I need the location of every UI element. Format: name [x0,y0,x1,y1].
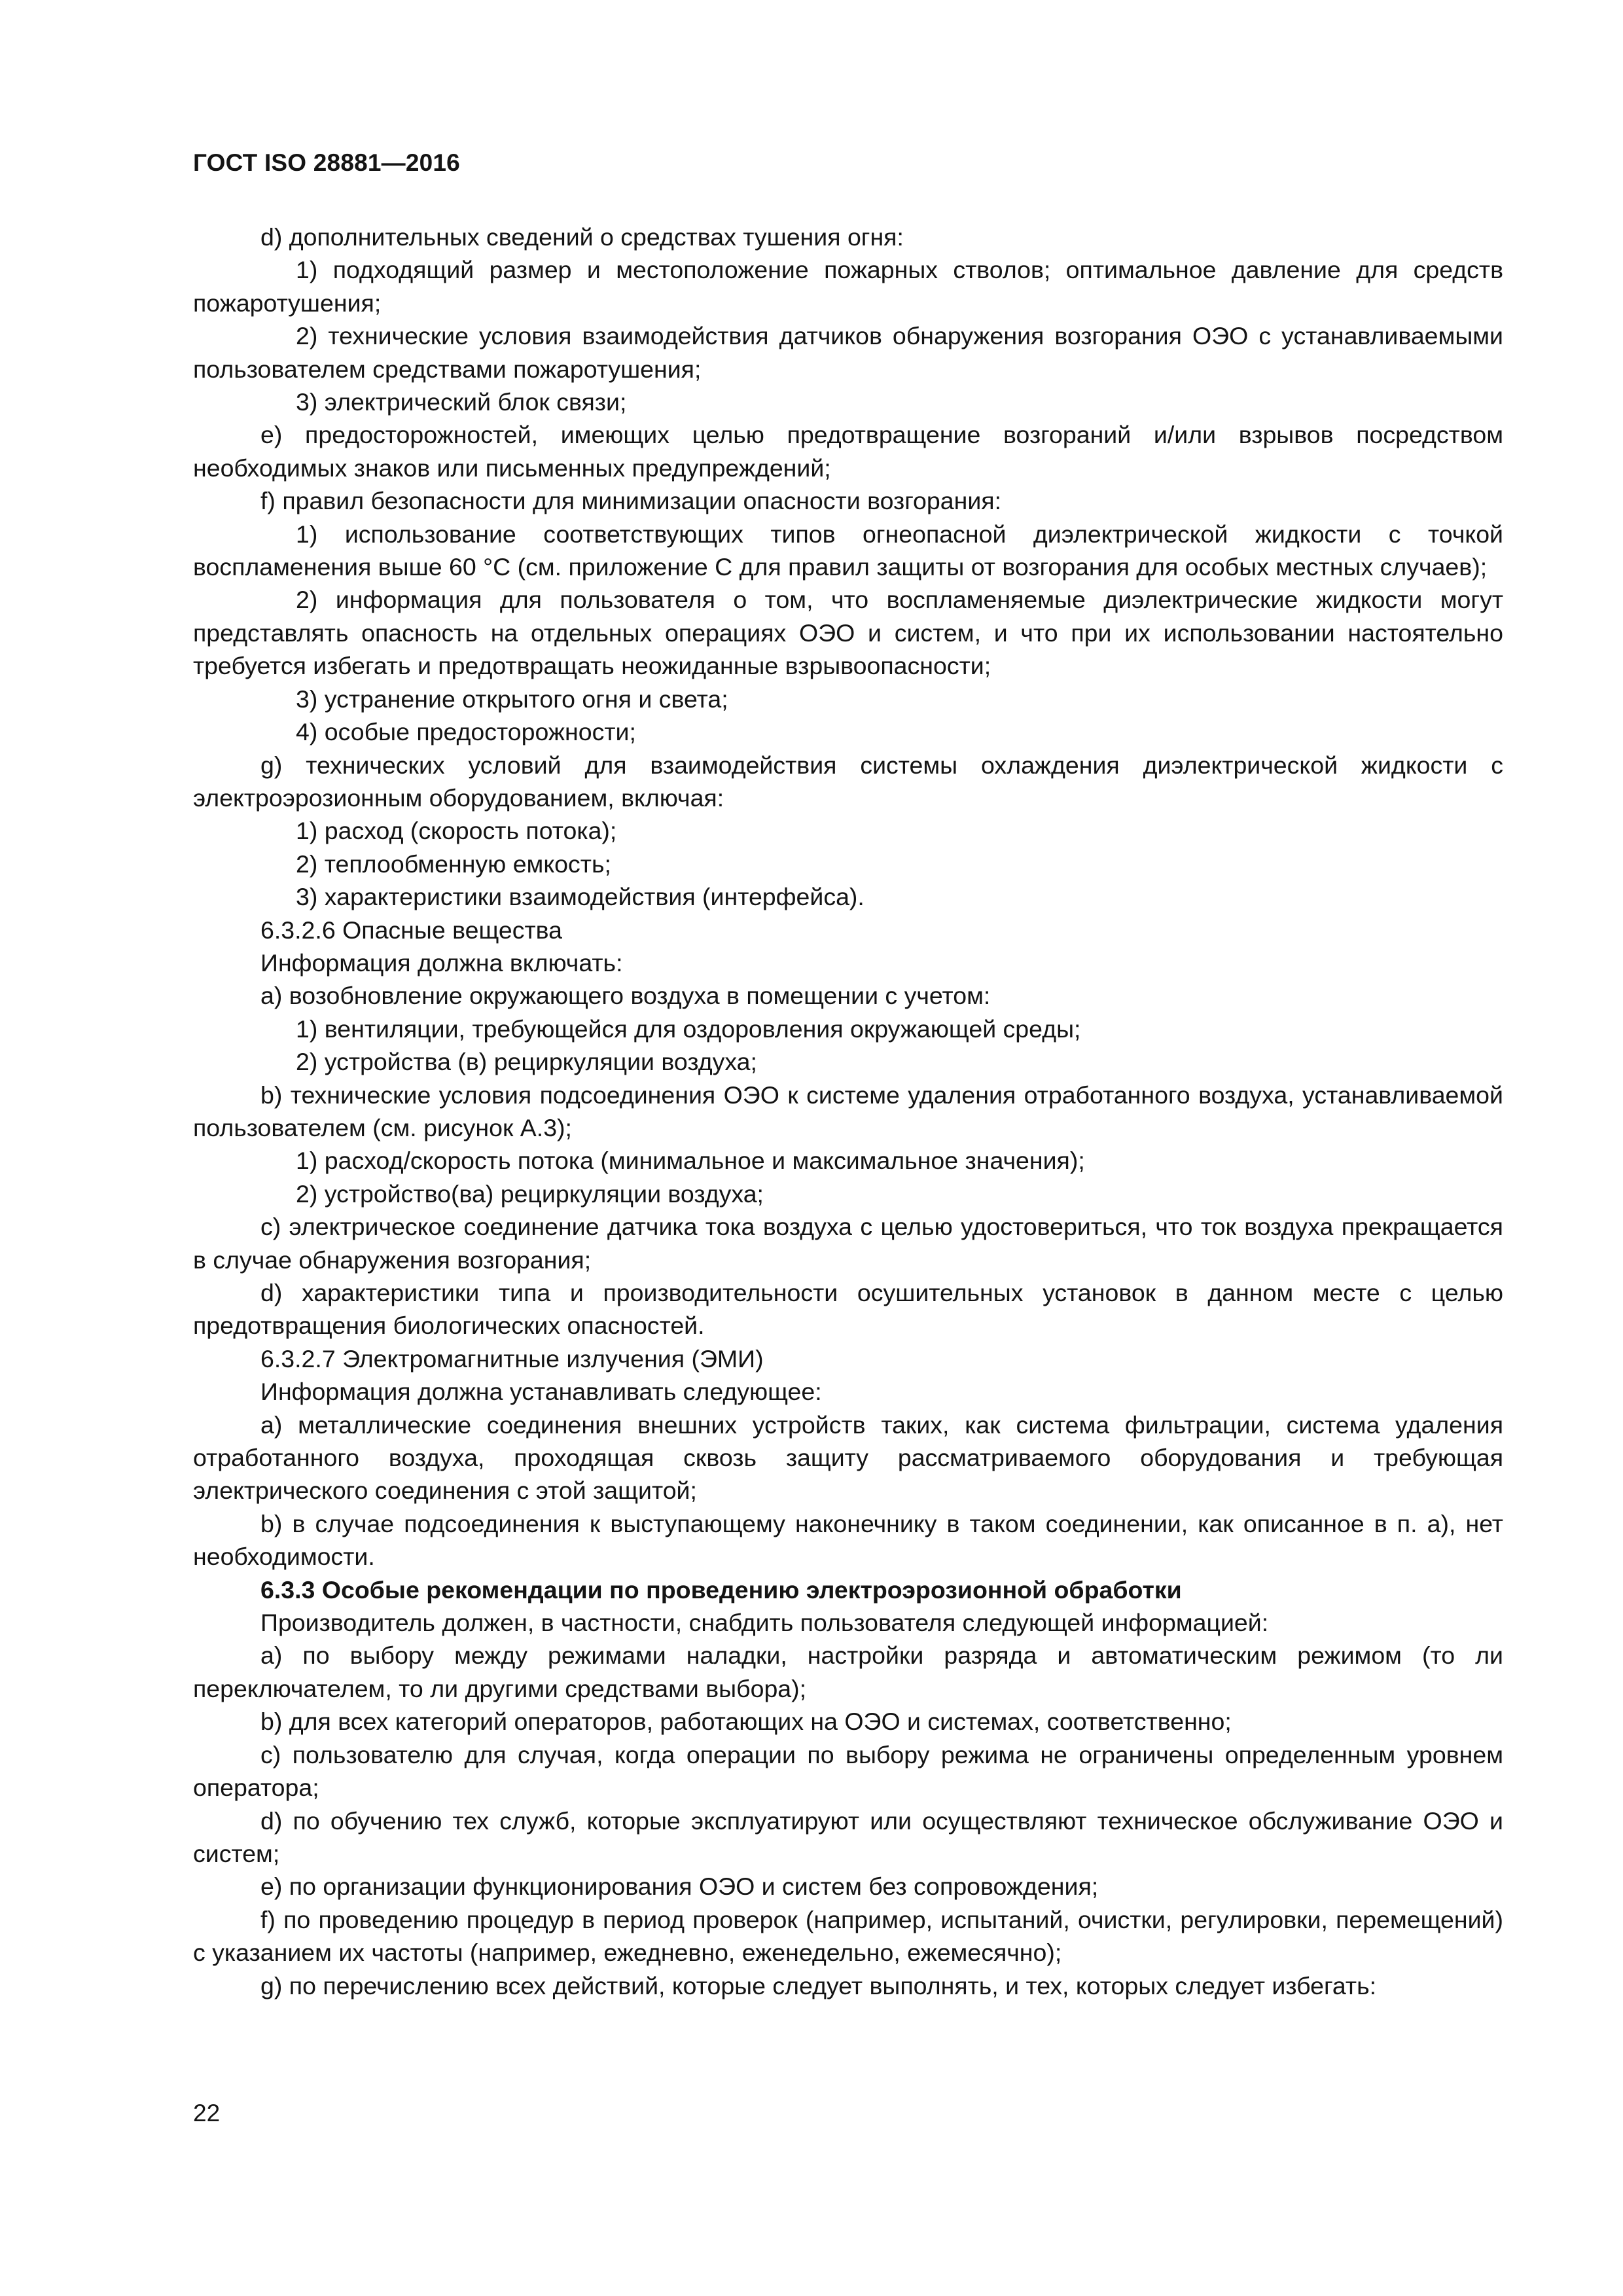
paragraph: 3) характеристики взаимодействия (интерфейса). [296,883,865,911]
paragraph: 2) информация для пользователя о том, что воспламеняемые диэлектрические жидкости могут представлять опасность на отдельных операциях ОЭО и систем, и что при их использовании настоятельно требуется избегать и предотвращать неожиданные взрывоопасности; [193,586,1503,680]
paragraph: 1) расход (скорость потока); [296,817,617,845]
paragraph: 2) технические условия взаимодействия датчиков обнаружения возгорания ОЭО с устанавливаемыми пользователем средствами пожаротушения; [193,322,1503,383]
paragraph: 3) устранение открытого огня и света; [296,685,728,713]
paragraph: Информация должна устанавливать следующее: [260,1378,822,1406]
paragraph: 3) электрический блок связи; [296,388,627,416]
paragraph: 4) особые предосторожности; [296,718,636,746]
paragraph: d) по обучению тех служб, которые эксплуатируют или осуществляют техническое обслуживание ОЭО и систем; [193,1806,1503,1867]
paragraph: f) по проведению процедур в период проверок (например, испытаний, очистки, регулировки, перемещений) с указанием их частоты (например, ежедневно, еженедельно, ежемесячно); [193,1905,1503,1967]
paragraph: 1) вентиляции, требующейся для оздоровления окружающей среды; [296,1014,1081,1043]
paragraph: b) технические условия подсоединения ОЭО к системе удаления отработанного воздуха, устанавливаемой пользователем (см. рисунок А.3); [193,1081,1503,1141]
standard-header: ГОСТ ISO 28881—2016 [193,149,460,176]
paragraph: d) дополнительных сведений о средствах тушения огня: [260,223,904,251]
paragraph: 1) подходящий размер и местоположение пожарных стволов; оптимальное давление для средств пожаротушения; [193,256,1503,317]
paragraph: Информация должна включать: [260,948,623,977]
paragraph: 6.3.2.7 Электромагнитные излучения (ЭМИ) [260,1344,764,1372]
paragraph: Производитель должен, в частности, снабдить пользователя следующей информацией: [260,1609,1269,1637]
paragraph: e) по организации функционирования ОЭО и систем без сопровождения; [260,1873,1099,1901]
paragraph: 1) использование соответствующих типов огнеопасной диэлектрической жидкости с точкой воспламенения выше 60 °С (см. приложение С для правил защиты от возгорания для особых местных случаев); [193,520,1503,581]
paragraph: e) предосторожностей, имеющих целью предотвращение возгораний и/или взрывов посредством необходимых знаков или письменных предупреждений; [193,421,1503,482]
paragraph: 2) устройство(ва) рециркуляции воздуха; [296,1179,764,1208]
body-text [193,221,1503,2002]
paragraph: c) пользователю для случая, когда операции по выбору режима не ограничены определенным уровнем оператора; [193,1740,1503,1802]
paragraph: b) в случае подсоединения к выступающему наконечнику в таком соединении, как описанное в п. а), нет необходимости. [193,1509,1503,1571]
paragraph: f) правил безопасности для минимизации опасности возгорания: [260,487,1001,515]
paragraph: g) технических условий для взаимодействия системы охлаждения диэлектрической жидкости с электроэрозионным оборудованием, включая: [193,751,1503,812]
paragraph: c) электрическое соединение датчика тока воздуха с целью удостовериться, что ток воздуха прекращается в случае обнаружения возгорания; [193,1213,1503,1274]
page-number: 22 [193,2100,221,2126]
paragraph: d) характеристики типа и производительности осушительных установок в данном месте с целью предотвращения биологических опасностей. [193,1279,1503,1340]
paragraph: g) по перечислению всех действий, которые следует выполнять, и тех, которых следует избегать: [260,1971,1377,2000]
section-heading: 6.3.3 Особые рекомендации по проведению электроэрозионной обработки [260,1575,1182,1604]
paragraph: a) металлические соединения внешних устройств таких, как система фильтрации, система удаления отработанного воздуха, проходящая сквозь защиту рассматриваемого оборудования и требующая электрического соединения с этой защитой; [193,1410,1503,1505]
paragraph: a) по выбору между режимами наладки, настройки разряда и автоматическим режимом (то ли переключателем, то ли другими средствами выбора); [193,1641,1503,1702]
paragraph: b) для всех категорий операторов, работающих на ОЭО и системах, соответственно; [260,1708,1232,1736]
paragraph: 2) устройства (в) рециркуляции воздуха; [296,1048,757,1076]
paragraph: 2) теплообменную емкость; [296,850,611,878]
paragraph: a) возобновление окружающего воздуха в помещении с учетом: [260,982,991,1010]
paragraph: 1) расход/скорость потока (минимальное и максимальное значения); [296,1147,1085,1175]
paragraph: 6.3.2.6 Опасные вещества [260,916,563,944]
